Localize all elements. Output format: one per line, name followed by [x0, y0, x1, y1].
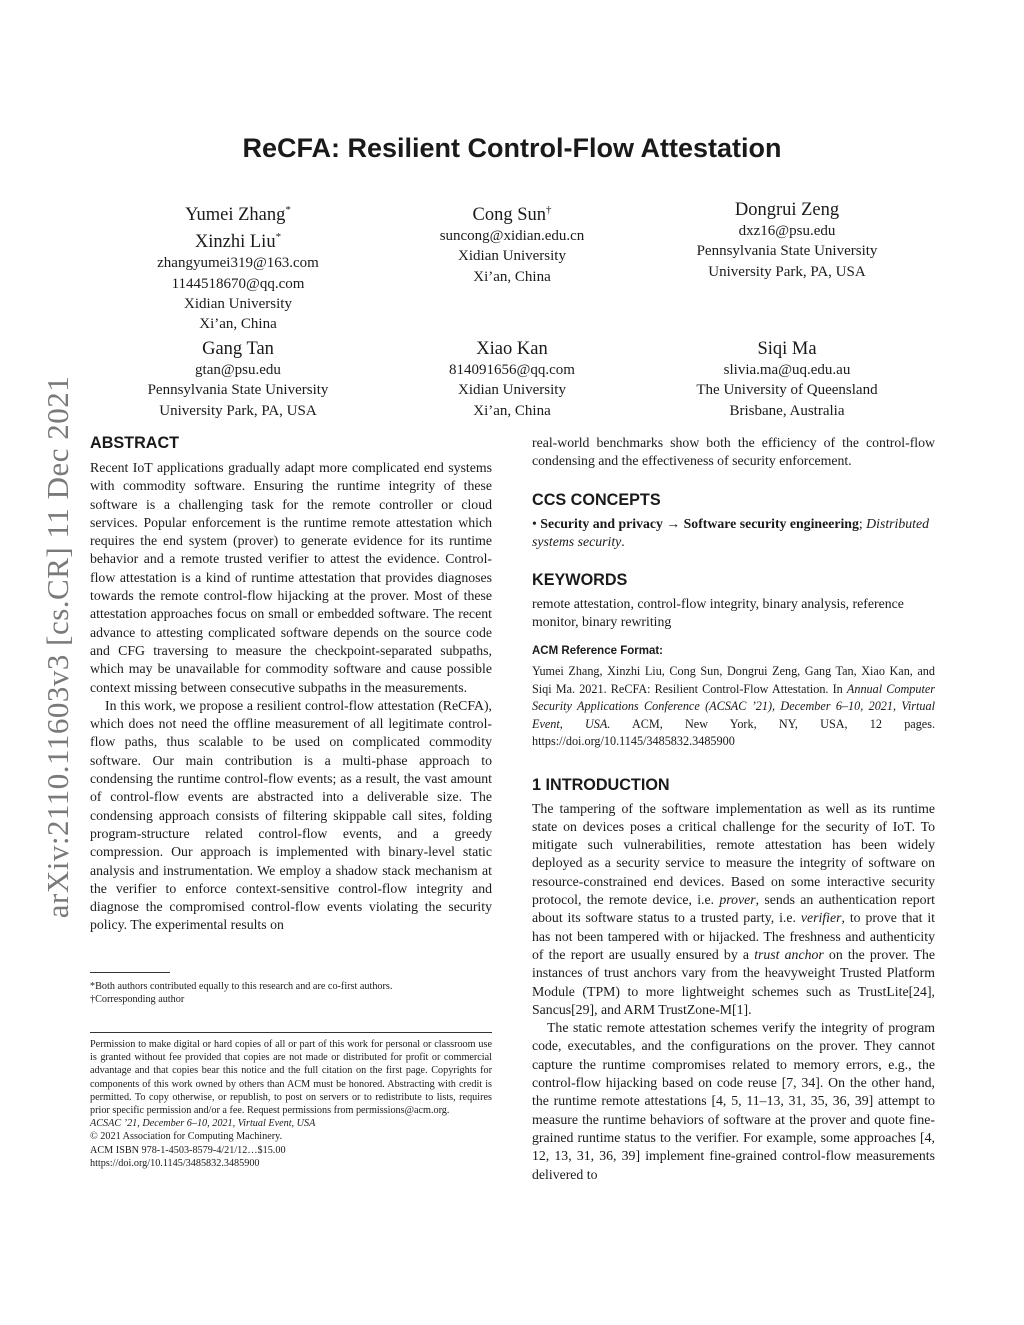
right-column [532, 434, 935, 1184]
keywords-text: remote attestation, control-flow integrity, binary analysis, reference monitor, binary rewriting [532, 596, 904, 630]
author-name: Xiao Kan [476, 339, 548, 359]
author-email: slivia.ma@uq.edu.au [723, 362, 851, 378]
introduction-paragraph: The static remote attestation schemes verify the integrity of program code, executables, and the configurations on the prover. They cannot capture the runtime compromises related to memory errors, e.g., the control-flow hijacking based on code reuse [7, 34]. On the other hand, the runtime remote attestations [4, 5, 11–13, 31, 35, 36, 39] attempt to measure the runtime behaviors of software at the prover and quote fine-grained runtime status to the verifier. For example, some approaches [4, 12, 13, 31, 36, 39] implement fine-grained control-flow measurements delivered to [532, 1020, 935, 1182]
author-affiliation: Pennsylvania State University [147, 382, 329, 399]
acm-reference-text [532, 663, 935, 751]
arxiv-identifier [30, 352, 86, 942]
author-location: Xi’an, China [473, 402, 551, 419]
author-block-3 [637, 199, 937, 282]
author-block-2 [362, 199, 662, 287]
author-mark: † [546, 204, 552, 216]
author-mark: * [275, 231, 282, 244]
term-trust-anchor: trust anchor [754, 946, 824, 962]
ccs-heading: CCS CONCEPTS [532, 490, 661, 509]
author-mark: * [285, 204, 291, 216]
author-name: Cong Sun [472, 205, 546, 226]
intro-text: on the prover. The instances of trust anchors vary from the heavyweight Trusted Platform Module (TPM) to more lightweight schemes such as TrustLite[24], Sancus[29], and ARM TrustZone-M[1]. [532, 946, 935, 1017]
intro-text: The tampering of the software implementation as well as its runtime state on devices poses a critical challenge for the security of IoT. To mitigate such vulnerabilities, remote attestation has been widely deployed as a security service to measure the integrity of software on resource-constrained end devices. Based on some interactive security protocol, the remote device, i.e. [532, 800, 935, 908]
abstract-section [90, 433, 492, 935]
author-name: Dongrui Zeng [734, 200, 840, 220]
ccs-subconcept: Software security engineering [683, 515, 859, 531]
abstract-paragraph: Recent IoT applications gradually adapt more complicated end systems with commodity software. Ensuring the runtime integrity of these software is a challenging task for the remote controller or cloud services. Popular enforcement is the runtime remote attestation which requires the end system (prover) to generate evidence for its runtime behavior and a remote trusted verifier to attest the evidence. Control-flow attestation is a kind of runtime attestation that provides diagnoses towards the remote control-flow hijacking at the prover. Most of these attestation approaches focus on small or embedded software. The recent advance to attesting complicated software depends on the source code and CFG traversing to measure the checkpoint-separated subpaths, which may be unavailable for commodity software and cause possible context missing between consecutive subpaths in the measurements. [90, 460, 492, 695]
introduction-paragraph [532, 800, 935, 1020]
author-email: dxz16@psu.edu [738, 223, 836, 239]
author-affiliation: Pennsylvania State University [696, 243, 878, 260]
author-name: Siqi Ma [757, 339, 817, 359]
acm-reference-heading: ACM Reference Format: [532, 644, 663, 657]
author-name: Gang Tan [202, 339, 274, 359]
acm-reference [532, 642, 935, 751]
ccs-extra: Distributed systems security [532, 515, 930, 549]
footnote: *Both authors contributed equally to this research and are co-first authors. [90, 981, 393, 992]
author-block-1 [88, 199, 388, 335]
author-affiliation: Xidian University [458, 382, 566, 399]
author-location: Brisbane, Australia [729, 402, 845, 419]
author-email: 814091656@qq.com [449, 362, 575, 378]
footnotes [90, 980, 492, 1006]
term-verifier: verifier [800, 910, 842, 926]
author-email: suncong@xidian.edu.cn [439, 228, 585, 245]
author-name: Xinzhi Liu [194, 232, 276, 253]
acm-reference-venue: Annual Computer Security Applications Conference (ACSAC ’21), December 6–10, 2021, Virtual Event, USA. [532, 681, 936, 731]
author-location: Xi’an, China [473, 268, 551, 285]
author-location: Xi’an, China [199, 316, 277, 333]
permission-rule [90, 1032, 492, 1033]
intro-text: , to prove that it has not been tampered with or hijacked. The freshness and authenticity of the report are usually ensured by a [532, 910, 936, 962]
ccs-concepts [532, 515, 935, 552]
author-name: Yumei Zhang [185, 205, 286, 226]
ccs-separator: ; [858, 515, 867, 531]
author-affiliation: Xidian University [458, 248, 566, 265]
ccs-end: . [621, 533, 625, 549]
arxiv-id-text: arXiv:2110.11603v3 [cs.CR] 11 Dec 2021 [40, 375, 76, 919]
introduction-heading: 1 INTRODUCTION [532, 775, 670, 794]
author-email: 1144518670@qq.com [171, 275, 305, 292]
author-email: zhangyumei319@163.com [157, 255, 319, 272]
author-affiliation: Xidian University [184, 295, 292, 312]
ccs-bullet: • [532, 515, 541, 531]
doi-link[interactable]: https://doi.org/10.1145/3485832.3485900 [90, 1157, 260, 1169]
ccs-arrow: → [662, 515, 684, 531]
abstract-continuation: real-world benchmarks show both the efficiency of the control-flow condensing and the effectiveness of security enforcement. [532, 435, 935, 469]
keywords-heading: KEYWORDS [532, 571, 628, 590]
permission-block [90, 1038, 492, 1170]
author-block-4 [88, 338, 388, 421]
author-location: University Park, PA, USA [159, 402, 317, 419]
isbn-line: ACM ISBN 978-1-4503-8579-4/21/12…$15.00 [90, 1144, 286, 1156]
venue-line: ACSAC ’21, December 6–10, 2021, Virtual Event, USA [90, 1118, 316, 1130]
acm-reference-tail: ACM, New York, NY, USA, 12 pages. https://doi.org/10.1145/3485832.3485900 [532, 716, 935, 749]
abstract-heading: ABSTRACT [90, 434, 180, 452]
author-block-6 [637, 338, 937, 421]
permission-text: Permission to make digital or hard copies of all or part of this work for personal or classroom use is granted without fee provided that copies are not made or distributed for profit or commercial advantage and that copies bear this notice and the full citation on the first page. Copyrights for components of this work owned by others than ACM must be honored. Abstracting with credit is permitted. To copy otherwise, or republish, to post on servers or to redistribute to lists, requires prior specific permission and/or a fee. Request permissions from permissions@acm.org. [90, 1039, 492, 1117]
paper-title: ReCFA: Resilient Control-Flow Attestation [242, 133, 782, 163]
author-email: gtan@psu.edu [195, 362, 281, 378]
footnote-rule [90, 972, 170, 973]
copyright-line: © 2021 Association for Computing Machinery. [90, 1131, 283, 1143]
ccs-concept: Security and privacy [540, 515, 663, 531]
author-location: University Park, PA, USA [708, 263, 866, 280]
abstract-paragraph: In this work, we propose a resilient control-flow attestation (ReCFA), which does not need the offline measurement of all legitimate control-flow paths, thus scalable to be used on complicated commodity software. Our main contribution is a multi-phase approach to condensing the runtime control-flow events; as a result, the vast amount of control-flow events are abstracted into a deliverable size. The condensing approach consists of filtering skippable call sites, folding program-structure related control-flow events, and a greedy compression. Our approach is implemented with binary-level static analysis and instrumentation. We employ a shadow stack mechanism at the verifier to enforce context-sensitive control-flow integrity and diagnose the compromised control-flow events violating the security policy. The experimental results on [90, 697, 492, 933]
intro-text: , sends an authentication report about its software status to a trusted party, i.e. [532, 892, 936, 926]
footnote: †Corresponding author [90, 994, 185, 1006]
author-block-5 [362, 338, 662, 421]
term-prover: prover [719, 892, 756, 908]
author-affiliation: The University of Queensland [696, 382, 878, 399]
acm-reference-authors: Yumei Zhang, Xinzhi Liu, Cong Sun, Dongrui Zeng, Gang Tan, Xiao Kan, and Siqi Ma. 2021. ReCFA: Resilient Control-Flow Attestation. In [532, 664, 935, 696]
